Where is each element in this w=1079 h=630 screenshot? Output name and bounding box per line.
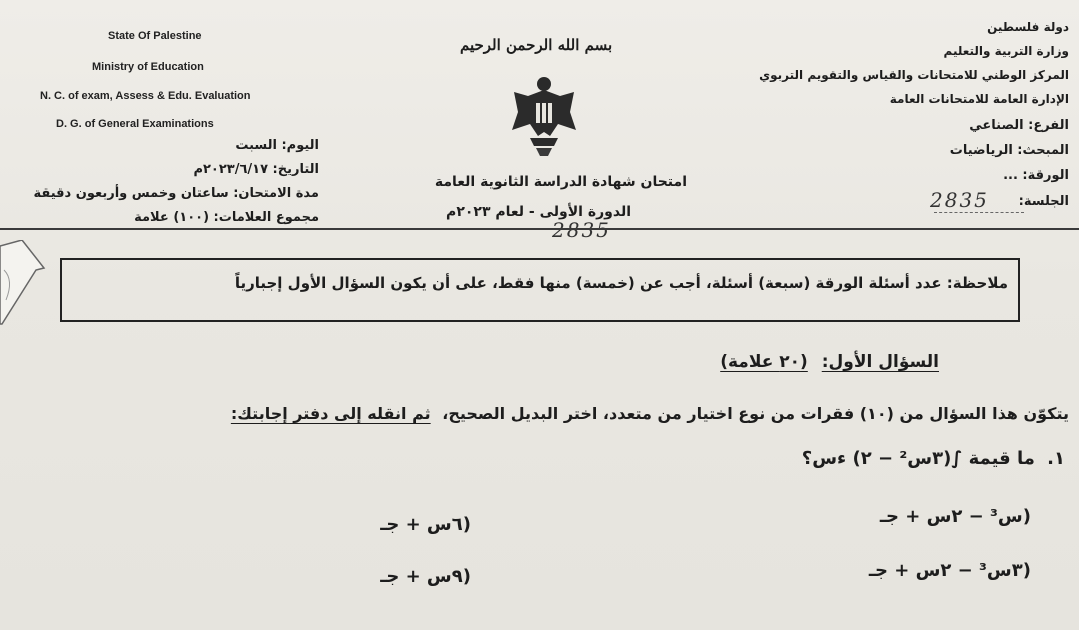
- exam-round: الدورة الأولى - لعام ٢٠٢٣م: [446, 204, 631, 220]
- branch: الفرع: الصناعي: [969, 118, 1069, 133]
- header-divider: [0, 228, 1079, 230]
- note-text: ملاحظة: عدد أسئلة الورقة (سبعة) أسئلة، أجب عن (خمسة) منها فقط، على أن يكون السؤال الأول إجبارياً: [234, 274, 1008, 292]
- item1-number: ١.: [1047, 448, 1065, 469]
- center-ar: المركز الوطني للامتحانات والقياس والتقويم التربوي: [759, 68, 1069, 82]
- exam-title: امتحان شهادة الدراسة الثانوية العامة: [434, 174, 687, 190]
- paper-fold-icon: [0, 240, 50, 330]
- exam-duration: مدة الامتحان: ساعتان وخمس وأربعون دقيقة: [33, 186, 319, 201]
- option-b: (٦س + جـ: [380, 514, 471, 535]
- question-instruction: يتكوّن هذا السؤال من (١٠) فقرات من نوع اختيار من متعدد، اختر البديل الصحيح،: [442, 404, 1069, 423]
- note-box: [60, 258, 1020, 322]
- state-ar: دولة فلسطين: [987, 20, 1069, 34]
- exam-date: التاريخ: ٢٠٢٣/٦/١٧م: [193, 162, 319, 177]
- item1-stem-row: [802, 448, 1065, 469]
- option-c: (٣س³ − ٢س + جـ: [868, 560, 1031, 581]
- handwritten-round-code: 2835: [552, 218, 611, 242]
- instruction-row: [231, 404, 1069, 423]
- ministry-en: Ministry of Education: [92, 61, 204, 73]
- option-d: (٩س + جـ: [380, 566, 471, 587]
- basmala: بسم الله الرحمن الرحيم: [460, 36, 613, 54]
- state-en: State Of Palestine: [108, 30, 202, 42]
- instruction-tail: ثم انقله إلى دفتر إجابتك:: [230, 404, 431, 423]
- session-dash-line: [934, 212, 1024, 213]
- ministry-ar: وزارة التربية والتعليم: [943, 44, 1069, 58]
- subject: المبحث: الرياضيات: [949, 143, 1069, 158]
- question-marks: (٢٠ علامة): [720, 352, 808, 372]
- total-marks: مجموع العلامات: (١٠٠) علامة: [134, 210, 319, 225]
- exam-day: اليوم: السبت: [235, 138, 319, 153]
- question-title: السؤال الأول:: [821, 352, 939, 372]
- paper-number: الورقة: ...: [1003, 168, 1069, 183]
- session-label: الجلسة:: [1018, 194, 1069, 209]
- option-a: (س³ − ٢س + جـ: [879, 506, 1031, 527]
- question-title-row: [720, 352, 939, 372]
- handwritten-session-code: 2835: [930, 188, 989, 212]
- directorate-en: D. G. of General Examinations: [56, 118, 214, 130]
- center-en: N. C. of exam, Assess & Edu. Evaluation: [40, 90, 251, 102]
- eagle-emblem-icon: [508, 72, 580, 160]
- directorate-ar: الإدارة العامة للامتحانات العامة: [889, 92, 1069, 106]
- item1-stem: ما قيمة ∫(٣س² − ٢) ءس؟: [801, 448, 1035, 469]
